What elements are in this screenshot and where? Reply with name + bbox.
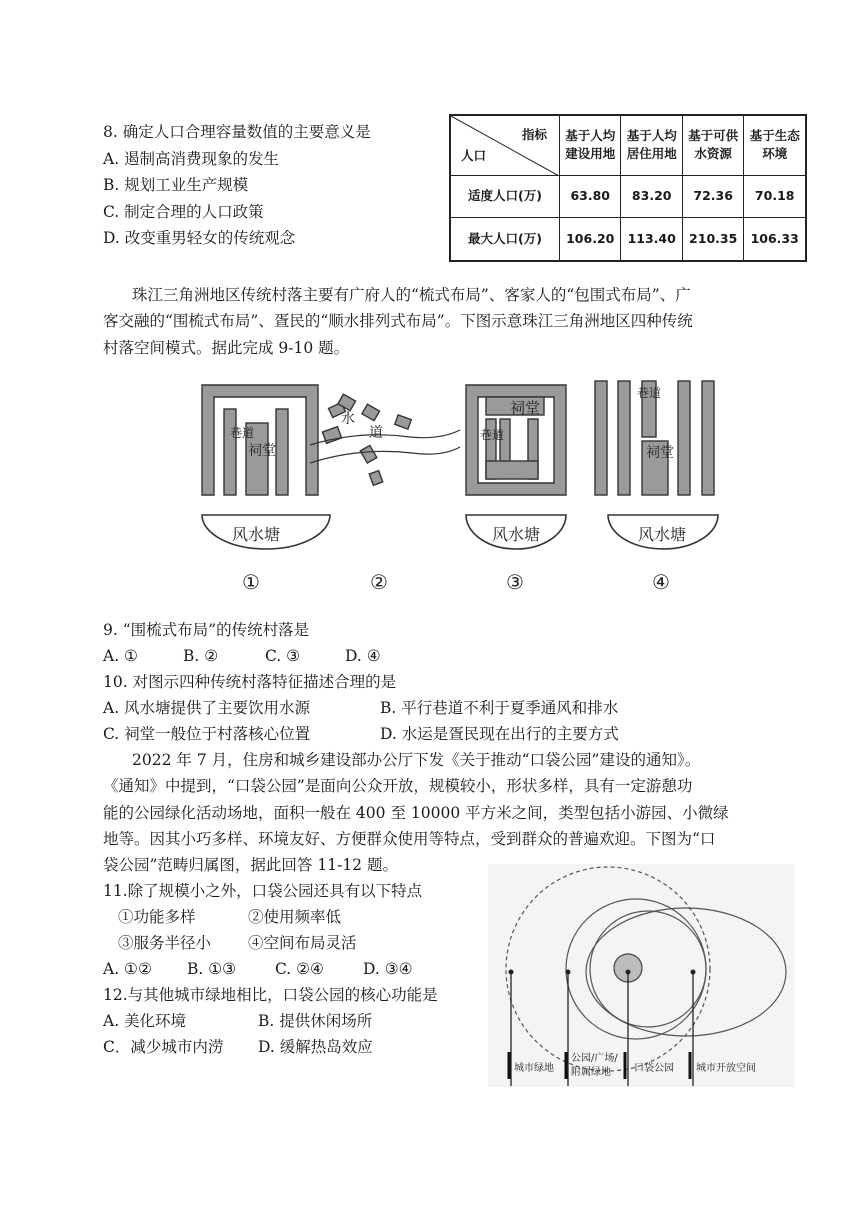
q11-statement-2: ②使用频率低 [248, 908, 342, 926]
table-cell: 83.20 [621, 175, 682, 217]
table-header: 基于人均 居住用地 [621, 115, 682, 175]
label-city-open-space: 城市开放空间 [696, 1063, 756, 1074]
label-pocket-park: 口袋公园 [634, 1063, 674, 1074]
q10-option-c: C. 祠堂一般位于村落核心位置 [103, 725, 311, 743]
table-row [450, 217, 806, 261]
pond-label-1: 风水塘 [232, 525, 281, 544]
pond-label-3: 风水塘 [492, 525, 541, 544]
hall-label-3: 祠堂 [510, 399, 541, 417]
table-cell: 210.35 [682, 217, 743, 261]
q10-option-a: A. 风水塘提供了主要饮用水源 [103, 699, 311, 717]
lane-label-3: 巷道 [480, 428, 505, 442]
q8-option-c: C. 制定合理的人口政策 [103, 203, 264, 221]
table-header: 基于可供 水资源 [682, 115, 743, 175]
open-space-circle [506, 867, 710, 1071]
q9-option-d: D. ④ [345, 647, 381, 665]
q9-stem: 9. “围梳式布局”的传统村落是 [103, 621, 310, 639]
pond-label-4: 风水塘 [638, 525, 687, 544]
q11-stem: 11.除了规模小之外，口袋公园还具有以下特点 [103, 882, 423, 900]
q12-option-b: B. 提供休闲场所 [258, 1012, 373, 1030]
q12-option-d: D. 缓解热岛效应 [258, 1038, 373, 1056]
table-cell: 适度人口(万) [450, 175, 560, 217]
q12-stem: 12.与其他城市绿地相比，口袋公园的核心功能是 [103, 986, 438, 1004]
q11-options [103, 959, 413, 979]
q11-option-c: C. ②④ [275, 960, 324, 978]
hall-label-4: 祠堂 [646, 445, 674, 461]
intro1-line3: 村落空间模式。据此完成 9-10 题。 [103, 339, 350, 357]
table-cell: 63.80 [560, 175, 621, 217]
table-corner-bottom: 人口 [461, 147, 487, 163]
pocket-park-venn-figure [488, 864, 795, 1087]
table-cell: 113.40 [621, 217, 682, 261]
q10-stem: 10. 对图示四种传统村落特征描述合理的是 [103, 673, 397, 691]
table-header: 基于人均 建设用地 [560, 115, 621, 175]
q11-option-b: B. ①③ [187, 960, 237, 978]
intro2-line3: 能的公园绿化活动场地，面积一般在 400 至 10000 平方米之间，类型包括小游园、小微绿 [103, 804, 729, 822]
table-header: 基于生态 环境 [744, 115, 806, 175]
q11-statements-row1 [118, 907, 341, 927]
intro2-line1: 2022 年 7 月，住房和城乡建设部办公厅下发《关于推动“口袋公园”建设的通知》。 [132, 751, 701, 769]
q10-option-b: B. 平行巷道不利于夏季通风和排水 [380, 699, 619, 717]
table-cell: 106.33 [744, 217, 806, 261]
q8-stem: 8. 确定人口合理容量数值的主要意义是 [103, 123, 371, 141]
label-urban-green: 城市绿地 [514, 1063, 554, 1074]
table-corner-top: 指标 [521, 127, 547, 142]
q11-statement-1: ①功能多样 [118, 908, 196, 926]
label-park-square-2: 附属绿地 [571, 1067, 611, 1078]
intro1-line2: 客交融的“围梳式布局”、疍民的“顺水排列式布局”。下图示意珠江三角洲地区四种传统 [103, 312, 693, 330]
table-cell: 最大人口(万) [450, 217, 560, 261]
q12-option-a: A. 美化环境 [103, 1012, 187, 1030]
q11-option-d: D. ③④ [363, 960, 413, 978]
lane-label-1: 巷道 [230, 426, 255, 440]
table-cell: 72.36 [682, 175, 743, 217]
intro2-line4: 地等。因其小巧多样、环境友好、方便群众使用等特点，受到群众的普遍欢迎。下图为“口 [103, 830, 716, 848]
village-number-2: ② [370, 570, 388, 594]
intro2-line2: 《通知》中提到，“口袋公园”是面向公众开放，规模较小，形状多样，具有一定游憩功 [103, 777, 693, 795]
q9-option-c: C. ③ [265, 647, 301, 665]
q8-option-a: A. 遏制高消费现象的发生 [103, 150, 280, 168]
village-layout-figure [190, 375, 735, 600]
q10-option-d: D. 水运是疍民现在出行的主要方式 [380, 725, 619, 743]
label-park-square-1: 公园/广场/ [571, 1053, 618, 1064]
village-number-1: ① [242, 570, 260, 594]
road-label: 道 [369, 425, 383, 441]
intro2-line5: 袋公园”范畴归属图，据此回答 11-12 题。 [103, 856, 398, 874]
q11-statement-3: ③服务半径小 [118, 934, 212, 952]
lane-label-4: 巷道 [637, 386, 662, 400]
q12-option-c: C．减少城市内涝 [103, 1038, 224, 1056]
table-cell: 106.20 [560, 217, 621, 261]
intro1-line1: 珠江三角洲地区传统村落主要有广府人的“梳式布局”、客家人的“包围式布局”、广 [132, 286, 691, 304]
village-number-3: ③ [506, 570, 524, 594]
q11-statement-4: ④空间布局灵活 [248, 934, 357, 952]
q11-statements-row2 [118, 933, 357, 953]
population-table [449, 114, 807, 262]
q9-option-b: B. ② [183, 647, 219, 665]
q8-option-d: D. 改变重男轻女的传统观念 [103, 229, 296, 247]
hall-label-1a: 祠堂 [248, 443, 276, 459]
water-label: 水 [341, 411, 355, 427]
table-cell: 70.18 [744, 175, 806, 217]
q11-option-a: A. ①② [103, 960, 152, 978]
q8-option-b: B. 规划工业生产规模 [103, 176, 249, 194]
q9-option-a: A. ① [103, 647, 138, 665]
table-corner-cell [450, 115, 560, 175]
q9-options [103, 646, 381, 666]
village-2-along-water [322, 394, 411, 485]
village-1-comb-layout [202, 385, 318, 495]
park-square-circle [590, 911, 706, 1027]
table-row [450, 175, 806, 217]
village-number-4: ④ [652, 570, 670, 594]
